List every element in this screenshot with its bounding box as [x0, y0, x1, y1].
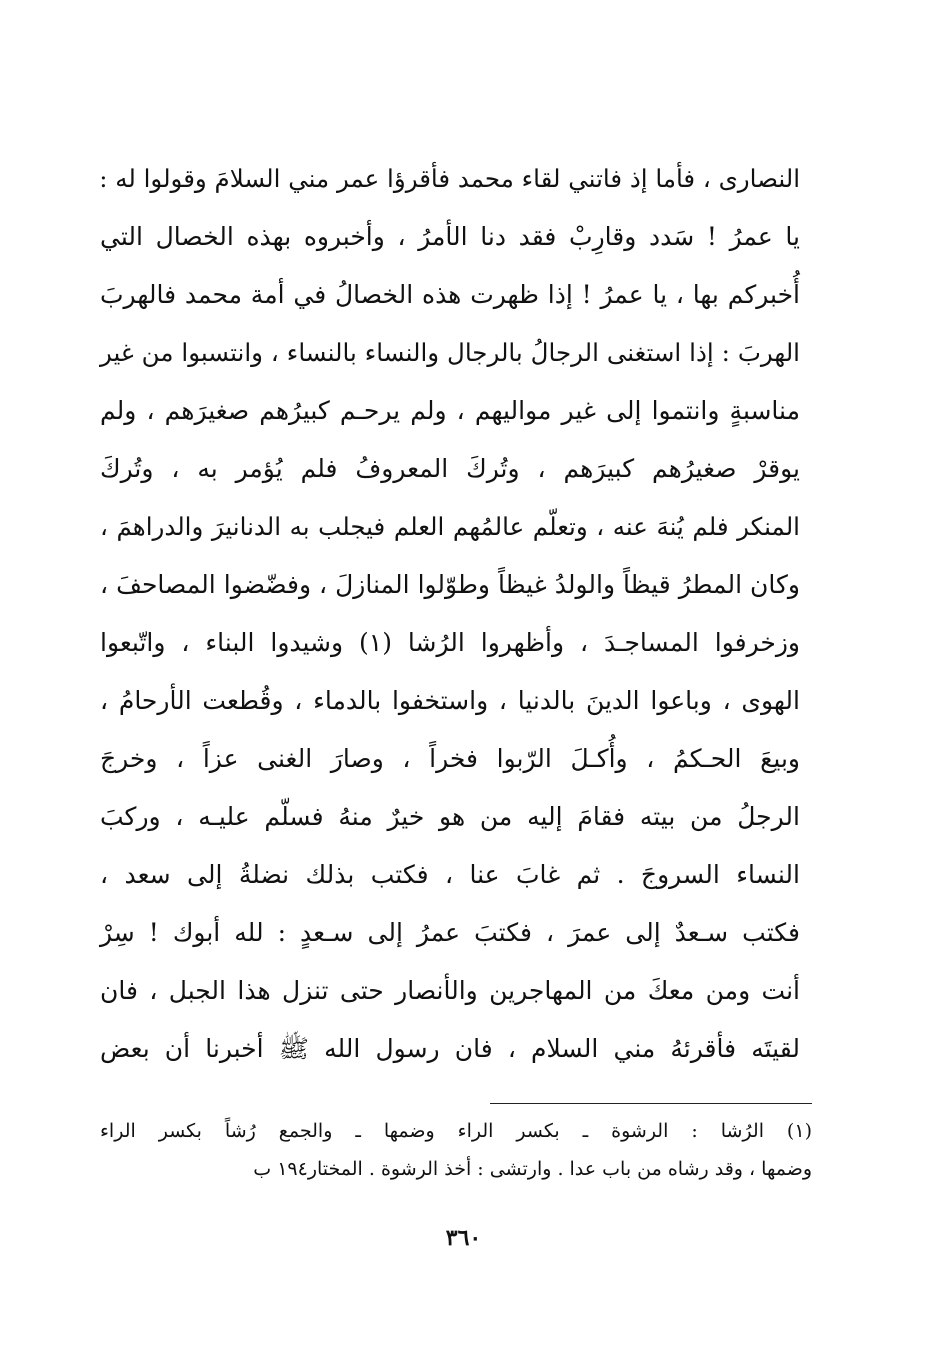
text-line: المنكر فلم يُنهَ عنه ، وتعلّم عالمُهم العلم فيجلب به الدنانيرَ والدراهمَ ،: [100, 512, 800, 541]
text-line: وكان المطرُ قيظاً والولدُ غيظاً وطوّلوا المنازلَ ، وفضّضوا المصاحفَ ،: [100, 570, 800, 599]
footnote-line: وضمها ، وقد رشاه من باب عدا . وارتشى : أخذ الرشوة . المختار١٩٤ ب: [253, 1158, 812, 1180]
text-line: النساء السروجَ . ثم غابَ عنا ، فكتب بذلك نضلةُ إلى سعد ،: [100, 860, 800, 889]
text-line: يوقرْ صغيرُهم كبيرَهم ، وتُركَ المعروفُ فلم يُؤمر به ، وتُركَ: [100, 454, 800, 483]
text-line: النصارى ، فأما إذ فاتني لقاء محمد فأقرؤا عمر مني السلامَ وقولوا له :: [99, 164, 800, 193]
footnote-line: (١) الرُشا : الرشوة ـ بكسر الراء وضمها ـ والجمع رُشاً بكسر الراء: [100, 1120, 812, 1142]
text-line: الهوى ، وباعوا الدينَ بالدنيا ، واستخفوا بالدماء ، وقُطعت الأرحامُ ،: [100, 686, 800, 715]
text-line: أُخبركم بها ، يا عمرُ ! إذا ظهرت هذه الخصالُ في أمة محمد فالهربَ: [100, 280, 800, 309]
text-line: فكتب سـعدٌ إلى عمرَ ، فكتبَ عمرُ إلى سـعدٍ : لله أبوك ! سِرْ: [100, 918, 800, 947]
text-line: وبيعَ الحـكمُ ، وأُكـلَ الرّبوا فخراً ، وصارَ الغنى عزاً ، وخرجَ: [100, 744, 800, 773]
text-line: وزخرفوا المساجـدَ ، وأظهروا الرُشا (١) وشيدوا البناء ، واتّبعوا: [100, 628, 800, 657]
footnote: [100, 1112, 812, 1188]
page-number: ٣٦٠: [445, 1225, 482, 1251]
text-line: الهربَ : إذا استغنى الرجالُ بالرجال والنساء بالنساء ، وانتسبوا من غير: [100, 338, 800, 367]
text-line: مناسبةٍ وانتموا إلى غير مواليهم ، ولم يرحـم كبيرُهم صغيرَهم ، ولم: [100, 396, 800, 425]
footnote-separator: [490, 1103, 812, 1104]
text-line: لقيتَه فأقرئهُ مني السلام ، فان رسول الله ﷺ أخبرنا أن بعض: [100, 1034, 800, 1063]
text-line: الرجلُ من بيته فقامَ إليه من هو خيرٌ منهُ فسلّم عليـه ، وركبَ: [100, 802, 800, 831]
text-line: يا عمرُ ! سَدد وقارِبْ فقد دنا الأمرُ ، وأخبروه بهذه الخصال التي: [100, 222, 800, 251]
main-text-block: [100, 150, 800, 1078]
text-line: أنت ومن معكَ من المهاجرين والأنصار حتى تنزل هذا الجبل ، فان: [100, 976, 800, 1005]
